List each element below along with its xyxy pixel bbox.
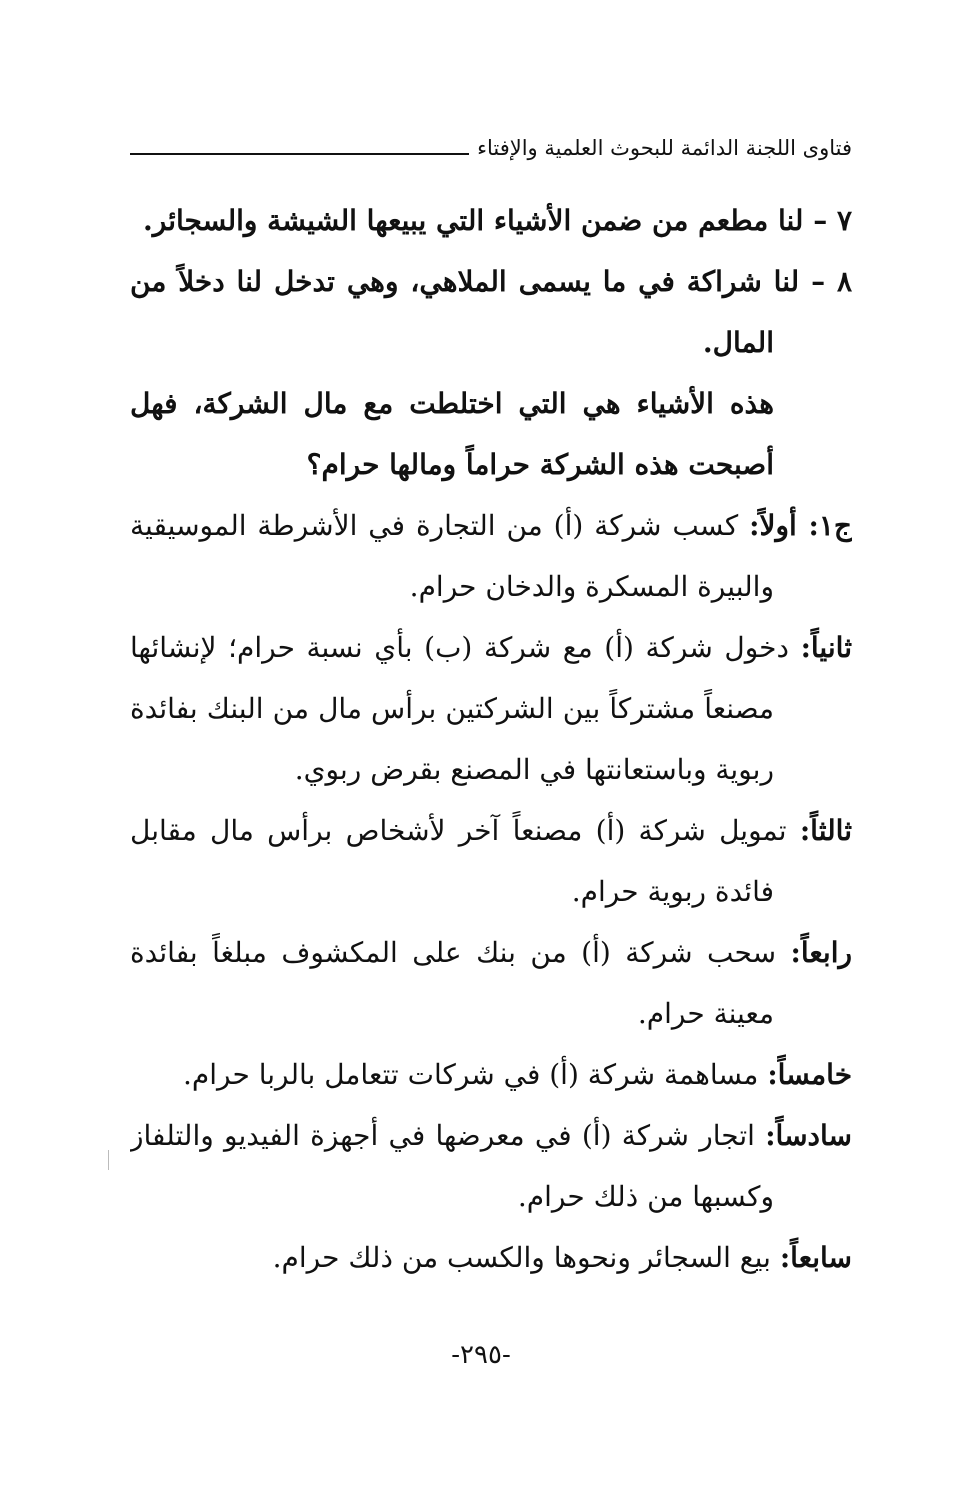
margin-mark xyxy=(108,1150,109,1170)
answer-6-text: اتجار شركة (أ) في معرضها في أجهزة الفيديو والتلفاز xyxy=(130,1119,766,1152)
answer-2-label: ثانياً: xyxy=(800,631,852,664)
answer-2-line-1 xyxy=(130,617,852,678)
answer-4-line-1 xyxy=(130,922,852,983)
summary-line-1: هذه الأشياء هي التي اختلطت مع مال الشركة، فهل xyxy=(130,387,774,420)
answer-2-line-3: ربوية وباستعانتها في المصنع بقرض ربوي. xyxy=(294,753,774,786)
answer-3-line-2: فائدة ربوية حرام. xyxy=(571,875,774,908)
answer-6-line-1 xyxy=(130,1105,852,1166)
answer-5-label: خامساً: xyxy=(767,1058,852,1091)
question-7: ٧ – لنا مطعم من ضمن الأشياء التي يبيعها الشيشة والسجائر. xyxy=(143,204,852,237)
answer-7-line-1 xyxy=(130,1227,852,1288)
page-content xyxy=(130,190,852,1288)
answer-6-line-2: وكسبها من ذلك حرام. xyxy=(517,1180,774,1213)
answer-7-label: سابعاً: xyxy=(779,1241,852,1274)
answer-1-label: ج١: أولاً: xyxy=(749,509,852,542)
answer-5-line-1 xyxy=(130,1044,852,1105)
header-rule xyxy=(130,153,469,155)
answer-1-line-2: والبيرة المسكرة والدخان حرام. xyxy=(409,570,774,603)
answer-3-line-1 xyxy=(130,800,852,861)
answer-1-text: كسب شركة (أ) من التجارة في الأشرطة الموسيقية xyxy=(130,509,750,542)
answer-2-text: دخول شركة (أ) مع شركة (ب) بأي نسبة حرام؛ لإنشائها xyxy=(130,631,801,664)
answer-1-line-1 xyxy=(130,495,852,556)
answer-4-text: سحب شركة (أ) من بنك على المكشوف مبلغاً بفائدة xyxy=(130,936,791,969)
answer-2-line-2: مصنعاً مشتركاً بين الشركتين برأس مال من البنك بفائدة xyxy=(130,692,774,725)
answer-3-text: تمويل شركة (أ) مصنعاً آخر لأشخاص برأس مال مقابل xyxy=(130,814,800,847)
answer-4-label: رابعاً: xyxy=(790,936,852,969)
header-title: فتاوى اللجنة الدائمة للبحوث العلمية والإفتاء xyxy=(477,136,852,160)
answer-5-text: مساهمة شركة (أ) في شركات تتعامل بالربا حرام. xyxy=(183,1058,768,1091)
answer-3-label: ثالثاً: xyxy=(799,814,852,847)
answer-6-label: سادساً: xyxy=(765,1119,852,1152)
page-header xyxy=(130,128,852,168)
page-number: -٢٩٥- xyxy=(451,1340,511,1370)
summary-line-2: أصبحت هذه الشركة حراماً ومالها حرام؟ xyxy=(306,448,774,481)
answer-4-line-2: معينة حرام. xyxy=(637,997,774,1030)
question-8-line-2: المال. xyxy=(702,326,774,359)
answer-7-text: بيع السجائر ونحوها والكسب من ذلك حرام. xyxy=(272,1241,780,1274)
question-8-line-1: ٨ – لنا شراكة في ما يسمى الملاهي، وهي تدخل لنا دخلاً من xyxy=(130,265,852,298)
